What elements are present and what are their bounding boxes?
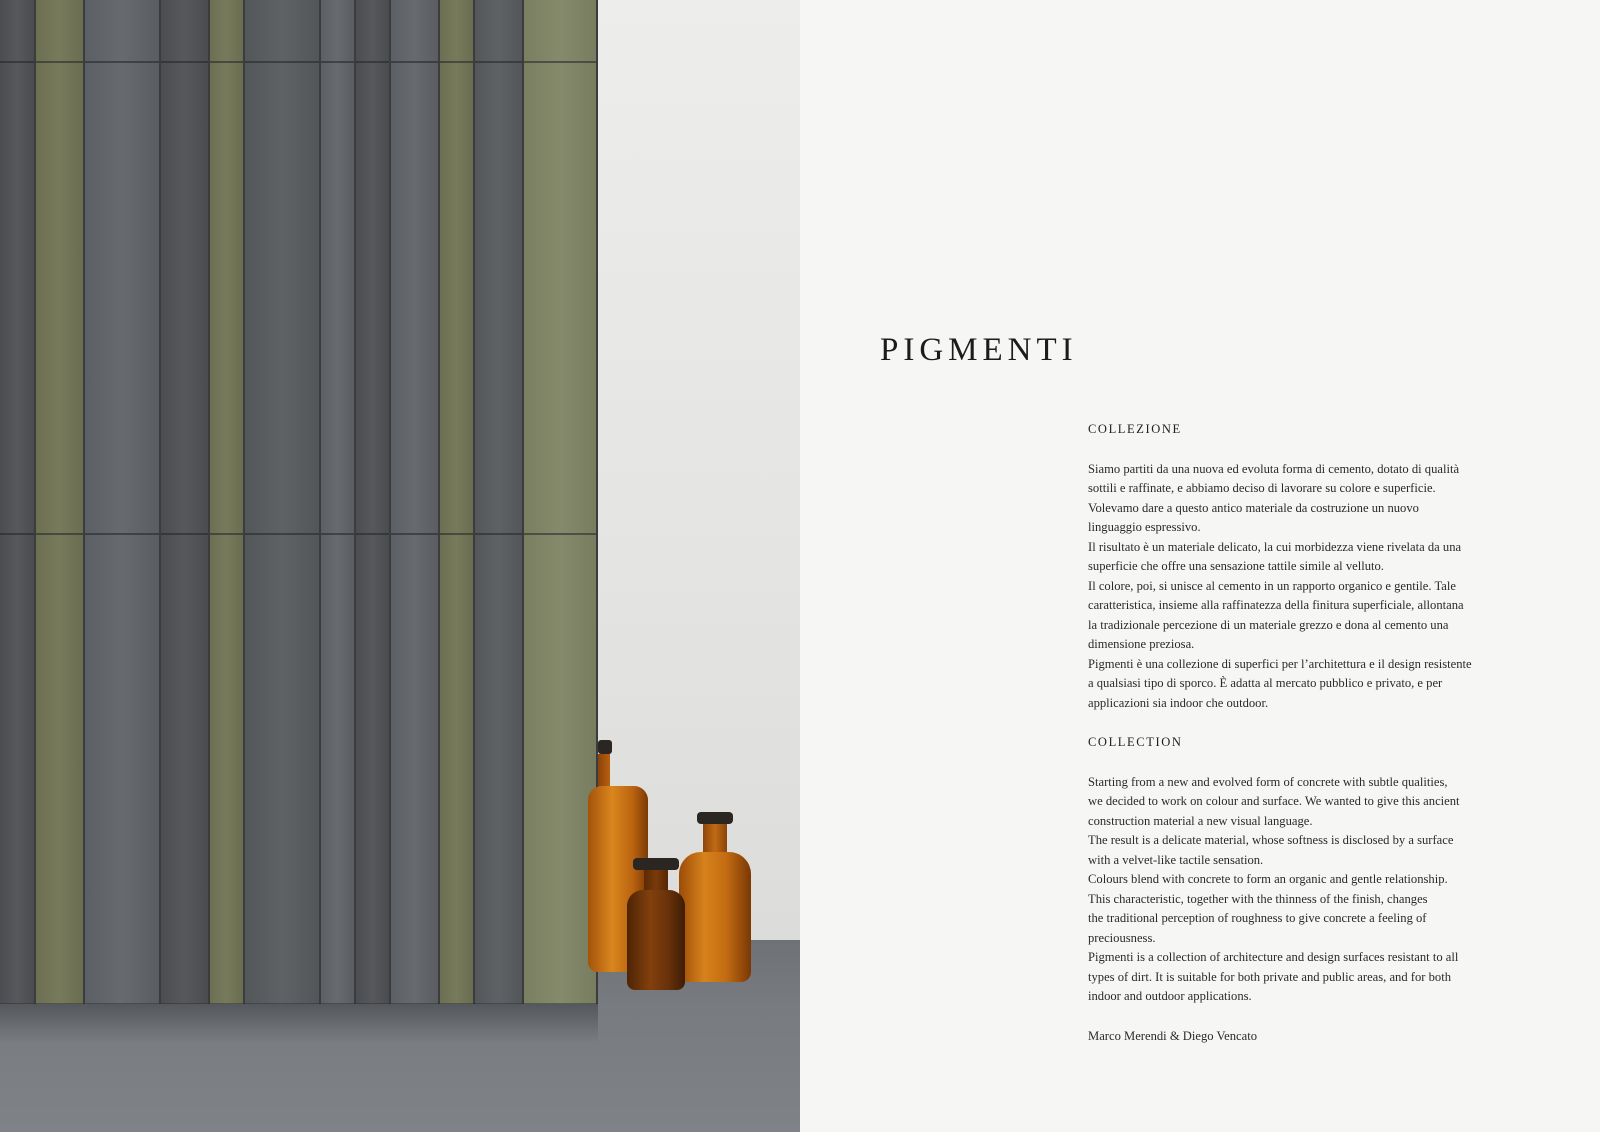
tile-strip xyxy=(391,0,440,1004)
concrete-tile-wall xyxy=(0,0,598,1004)
tile-strip xyxy=(321,0,356,1004)
italian-line: dimensione preziosa. xyxy=(1088,637,1195,651)
page-title: PIGMENTI xyxy=(880,332,1078,368)
signature: Marco Merendi & Diego Vencato xyxy=(1088,1028,1258,1043)
italian-line: a qualsiasi tipo di sporco. È adatta al mercato pubblico e privato, e per xyxy=(1088,676,1443,690)
italian-line: Siamo partiti da una nuova ed evoluta forma di cemento, dotato di qualità xyxy=(1088,461,1460,476)
italian-line: sottili e raffinate, e abbiamo deciso di lavorare su colore e superficie. xyxy=(1088,481,1436,495)
tile-strip xyxy=(210,0,245,1004)
tile-strip xyxy=(36,0,85,1004)
english-line: the traditional perception of roughness to give concrete a feeling of xyxy=(1088,911,1427,925)
english-line: The result is a delicate material, whose softness is disclosed by a surface xyxy=(1088,833,1454,847)
tile-strip xyxy=(475,0,524,1004)
italian-body xyxy=(1088,460,1528,714)
italian-line: applicazioni sia indoor che outdoor. xyxy=(1088,695,1269,710)
english-line: construction material a new visual language. xyxy=(1088,813,1313,828)
english-line: indoor and outdoor applications. xyxy=(1088,989,1252,1003)
italian-line: caratteristica, insieme alla raffinatezza della finitura superficiale, allontana xyxy=(1088,598,1464,612)
italian-line: Il risultato è un materiale delicato, la cui morbidezza viene rivelata da una xyxy=(1088,539,1462,554)
english-line: with a velvet-like tactile sensation. xyxy=(1088,852,1264,867)
tile-strip xyxy=(245,0,321,1004)
italian-heading: COLLEZIONE xyxy=(1088,422,1182,436)
italian-line: Il colore, poi, si unisce al cemento in un rapporto organico e gentile. Tale xyxy=(1088,578,1456,593)
english-line: This characteristic, together with the thinness of the finish, changes xyxy=(1088,891,1428,906)
italian-line: superficie che offre una sensazione tattile simile al velluto. xyxy=(1088,559,1384,573)
english-line: types of dirt. It is suitable for both private and public areas, and for both xyxy=(1088,969,1452,984)
english-heading: COLLECTION xyxy=(1088,735,1183,749)
tile-strip xyxy=(85,0,161,1004)
italian-line: la tradizionale percezione di un materiale grezzo e dona al cemento una xyxy=(1088,617,1449,632)
tile-strip xyxy=(161,0,210,1004)
italian-section xyxy=(1088,420,1528,713)
tile-strip xyxy=(524,0,598,1004)
english-line: Starting from a new and evolved form of concrete with subtle qualities, xyxy=(1088,774,1448,789)
english-line: Colours blend with concrete to form an organic and gentle relationship. xyxy=(1088,872,1448,886)
english-line: preciousness. xyxy=(1088,930,1156,945)
italian-line: linguaggio espressivo. xyxy=(1088,520,1201,534)
tile-strip xyxy=(440,0,475,1004)
italian-line: Pigmenti è una collezione di superfici per l’architettura e il design resistente xyxy=(1088,656,1472,671)
tile-strip xyxy=(356,0,391,1004)
tile-strip xyxy=(0,0,36,1004)
english-body xyxy=(1088,773,1528,1007)
text-column xyxy=(1088,420,1528,1046)
english-line: we decided to work on colour and surface. We wanted to give this ancient xyxy=(1088,794,1460,808)
english-line: Pigmenti is a collection of architecture and design surfaces resistant to all xyxy=(1088,950,1459,964)
amber-bottle-medium xyxy=(679,812,751,982)
english-section xyxy=(1088,733,1528,1007)
wall-shadow xyxy=(0,1003,598,1043)
amber-bottle-small xyxy=(627,858,685,990)
italian-line: Volevamo dare a questo antico materiale da costruzione un nuovo xyxy=(1088,500,1419,515)
